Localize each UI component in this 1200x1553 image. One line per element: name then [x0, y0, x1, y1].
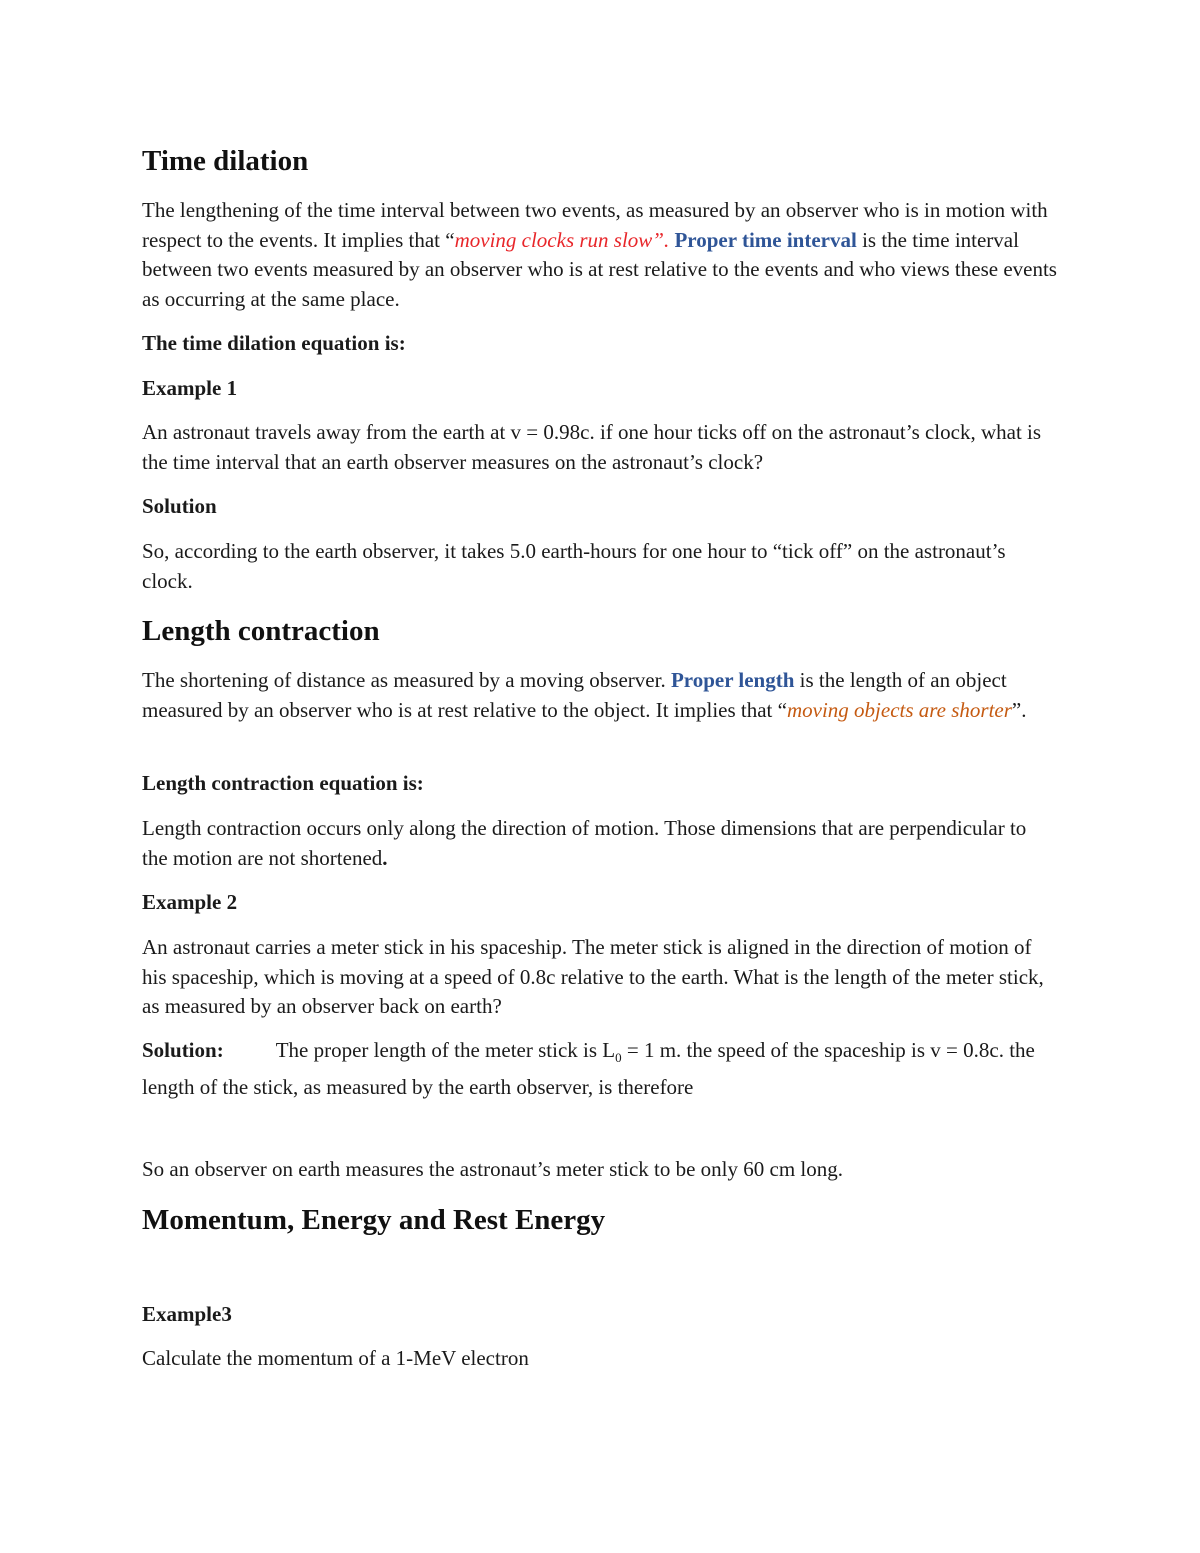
heading-momentum-energy: Momentum, Energy and Rest Energy: [142, 1204, 606, 1236]
length-contraction-equation-label: Length contraction equation is:: [142, 771, 424, 795]
example-1-label: Example 1: [142, 376, 238, 400]
solution-1-text: So, according to the earth observer, it takes 5.0 earth-hours for one hour to “tick off” on the astronaut’s clock.: [142, 539, 1006, 593]
example-2-label: Example 2: [142, 890, 238, 914]
length-contraction-text-a: The shortening of distance as measured by a moving observer.: [142, 668, 671, 692]
time-dilation-definition: [142, 196, 1057, 314]
heading-time-dilation: Time dilation: [142, 145, 309, 177]
example-3-text: Calculate the momentum of a 1-MeV electron: [142, 1346, 529, 1370]
length-contraction-conclusion: So an observer on earth measures the astronaut’s meter stick to be only 60 cm long.: [142, 1157, 843, 1181]
length-contraction-quote: moving objects are shorter: [786, 697, 1012, 722]
term-proper-length: Proper length: [670, 668, 795, 692]
solution-2: [142, 1036, 1057, 1102]
example-1-text: An astronaut travels away from the earth at v = 0.98c. if one hour ticks off on the astronaut’s clock, what is the time interval that an earth observer measures on the astronaut’s clock?: [142, 420, 1042, 474]
solution-2-label: Solution:: [142, 1038, 224, 1062]
heading-length-contraction: Length contraction: [142, 615, 380, 647]
term-proper-time-interval: Proper time interval: [674, 227, 857, 252]
example-2-text: An astronaut carries a meter stick in his spaceship. The meter stick is aligned in the direction of motion of his spaceship, which is moving at a speed of 0.8c relative to the earth. What is the length of the meter stick, as measured by an observer back on earth?: [142, 935, 1044, 1018]
solution-2-subscript: 0: [615, 1050, 622, 1066]
solution-2-text-a: The proper length of the meter stick is L: [275, 1038, 616, 1062]
example-3-label: Example3: [142, 1302, 232, 1326]
length-contraction-note-text: Length contraction occurs only along the direction of motion. Those dimensions that are perpendicular to the motion are not shortened: [142, 816, 1027, 870]
time-dilation-quote: moving clocks run slow”: [454, 227, 664, 252]
length-contraction-note-end: .: [382, 845, 388, 870]
time-dilation-text-b: is the time interval between two events measured by an observer who is at rest relative to the events and who views these events as occurring at the same place.: [142, 227, 1057, 311]
solution-1-label: Solution: [142, 494, 217, 518]
length-contraction-note: [142, 814, 1057, 873]
length-contraction-definition: [142, 666, 1057, 725]
solution-2-text-b: = 1 m. the speed of the spaceship is v = 0.8c. the length of the stick, as measured by the earth observer, is therefore: [142, 1038, 1035, 1099]
time-dilation-equation-label: The time dilation equation is:: [142, 331, 406, 355]
time-dilation-quote-end: .: [663, 227, 670, 252]
length-contraction-text-b: is the length of an object measured by an observer who is at rest relative to the object. It implies that “: [142, 668, 1007, 722]
time-dilation-text-a: The lengthening of the time interval between two events, as measured by an observer who is in motion with respect to the events. It implies that “: [142, 198, 1048, 252]
length-contraction-quote-end: ”.: [1011, 697, 1027, 722]
